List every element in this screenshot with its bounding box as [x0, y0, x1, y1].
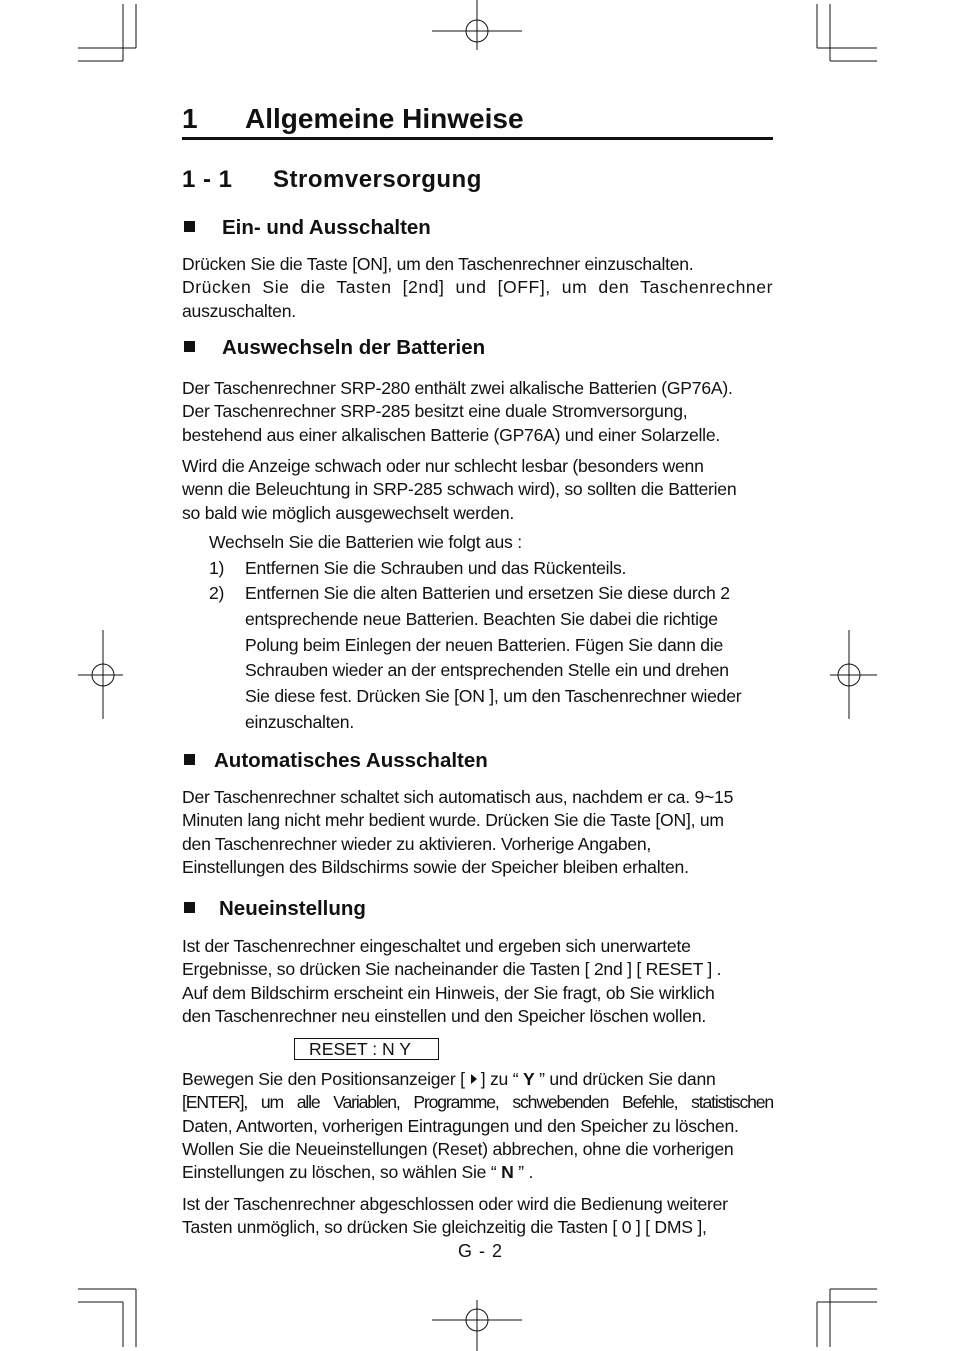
- square-bullet-icon: [184, 902, 195, 913]
- square-bullet-icon: [184, 754, 195, 765]
- subheading-auto-off: Automatisches Ausschalten: [182, 748, 488, 774]
- auto-off-text: Der Taschenrechner schaltet sich automatisch aus, nachdem er ca. 9~15 Minuten lang nicht mehr bedient wurde. Drücken Sie die Taste [ON], um den Taschenrechner wieder zu aktivieren. Vorherige Angaben, Einstellungen des Bildschirms sowie der Speicher bleiben erhalten.: [182, 787, 734, 877]
- battery-text-1: Der Taschenrechner SRP-280 enthält zwei alkalische Batterien (GP76A). Der Taschenrechner SRP-285 besitzt eine duale Stromversorgung, bestehend aus einer alkalischen Batterie (GP76A) und einer Solarzelle.: [182, 378, 733, 445]
- arrow-right-icon: [471, 1074, 477, 1084]
- subheading-reset: Neueinstellung: [182, 896, 366, 922]
- subheading-battery-change: Auswechseln der Batterien: [182, 335, 485, 361]
- reset-text-1: Ist der Taschenrechner eingeschaltet und ergeben sich unerwartete Ergebnisse, so drücken Sie nacheinander die Tasten [ 2nd ] [ RESET ] . Auf dem Bildschirm erscheint ein Hinweis, der Sie fragt, ob Sie wirklich den Taschenrechner neu einstellen und den Speicher löschen wollen.: [182, 936, 722, 1026]
- page-number: G - 2: [458, 1241, 504, 1261]
- section-number: 1 - 1: [182, 166, 233, 193]
- chapter-heading: [182, 102, 773, 140]
- section-heading: [182, 166, 482, 194]
- chapter-title: Allgemeine Hinweise: [245, 103, 524, 134]
- battery-text-2: Wird die Anzeige schwach oder nur schlecht lesbar (besonders wenn wenn die Beleuchtung in SRP-285 schwach wird), so sollten die Batterien so bald wie möglich ausgewechselt werden.: [182, 456, 737, 523]
- chapter-number: 1: [182, 103, 198, 134]
- section-title: Stromversorgung: [273, 166, 482, 193]
- reset-text-2: Bewegen Sie den Positionsanzeiger [ ] zu “ Y ” und drücken Sie dann [ENTER], um alle Variablen, Programme, schwebenden Befehle, statistischen Daten, Antworten, vorherigen Eintragungen und den Speicher zu löschen. Wollen Sie die Neueinstellungen (Reset) abbrechen, ohne die vorherigen Einstellungen zu löschen, so wählen Sie “ N ” .: [182, 1069, 773, 1183]
- reset-display-box: RESET : N Y: [294, 1038, 439, 1060]
- steps-intro: Wechseln Sie die Batterien wie folgt aus :: [209, 532, 522, 552]
- square-bullet-icon: [184, 221, 195, 232]
- subheading-power-switch: Ein- und Ausschalten: [182, 215, 431, 241]
- power-switch-text: Drücken Sie die Taste [ON], um den Taschenrechner einzuschalten. Drücken Sie die Tasten [2nd] und [OFF], um den Taschenrechner auszuschalten.: [182, 254, 773, 321]
- square-bullet-icon: [184, 341, 195, 352]
- reset-text-3: Ist der Taschenrechner abgeschlossen oder wird die Bedienung weiterer Tasten unmöglich, so drücken Sie gleichzeitig die Tasten [ 0 ] [ DMS ],: [182, 1194, 728, 1238]
